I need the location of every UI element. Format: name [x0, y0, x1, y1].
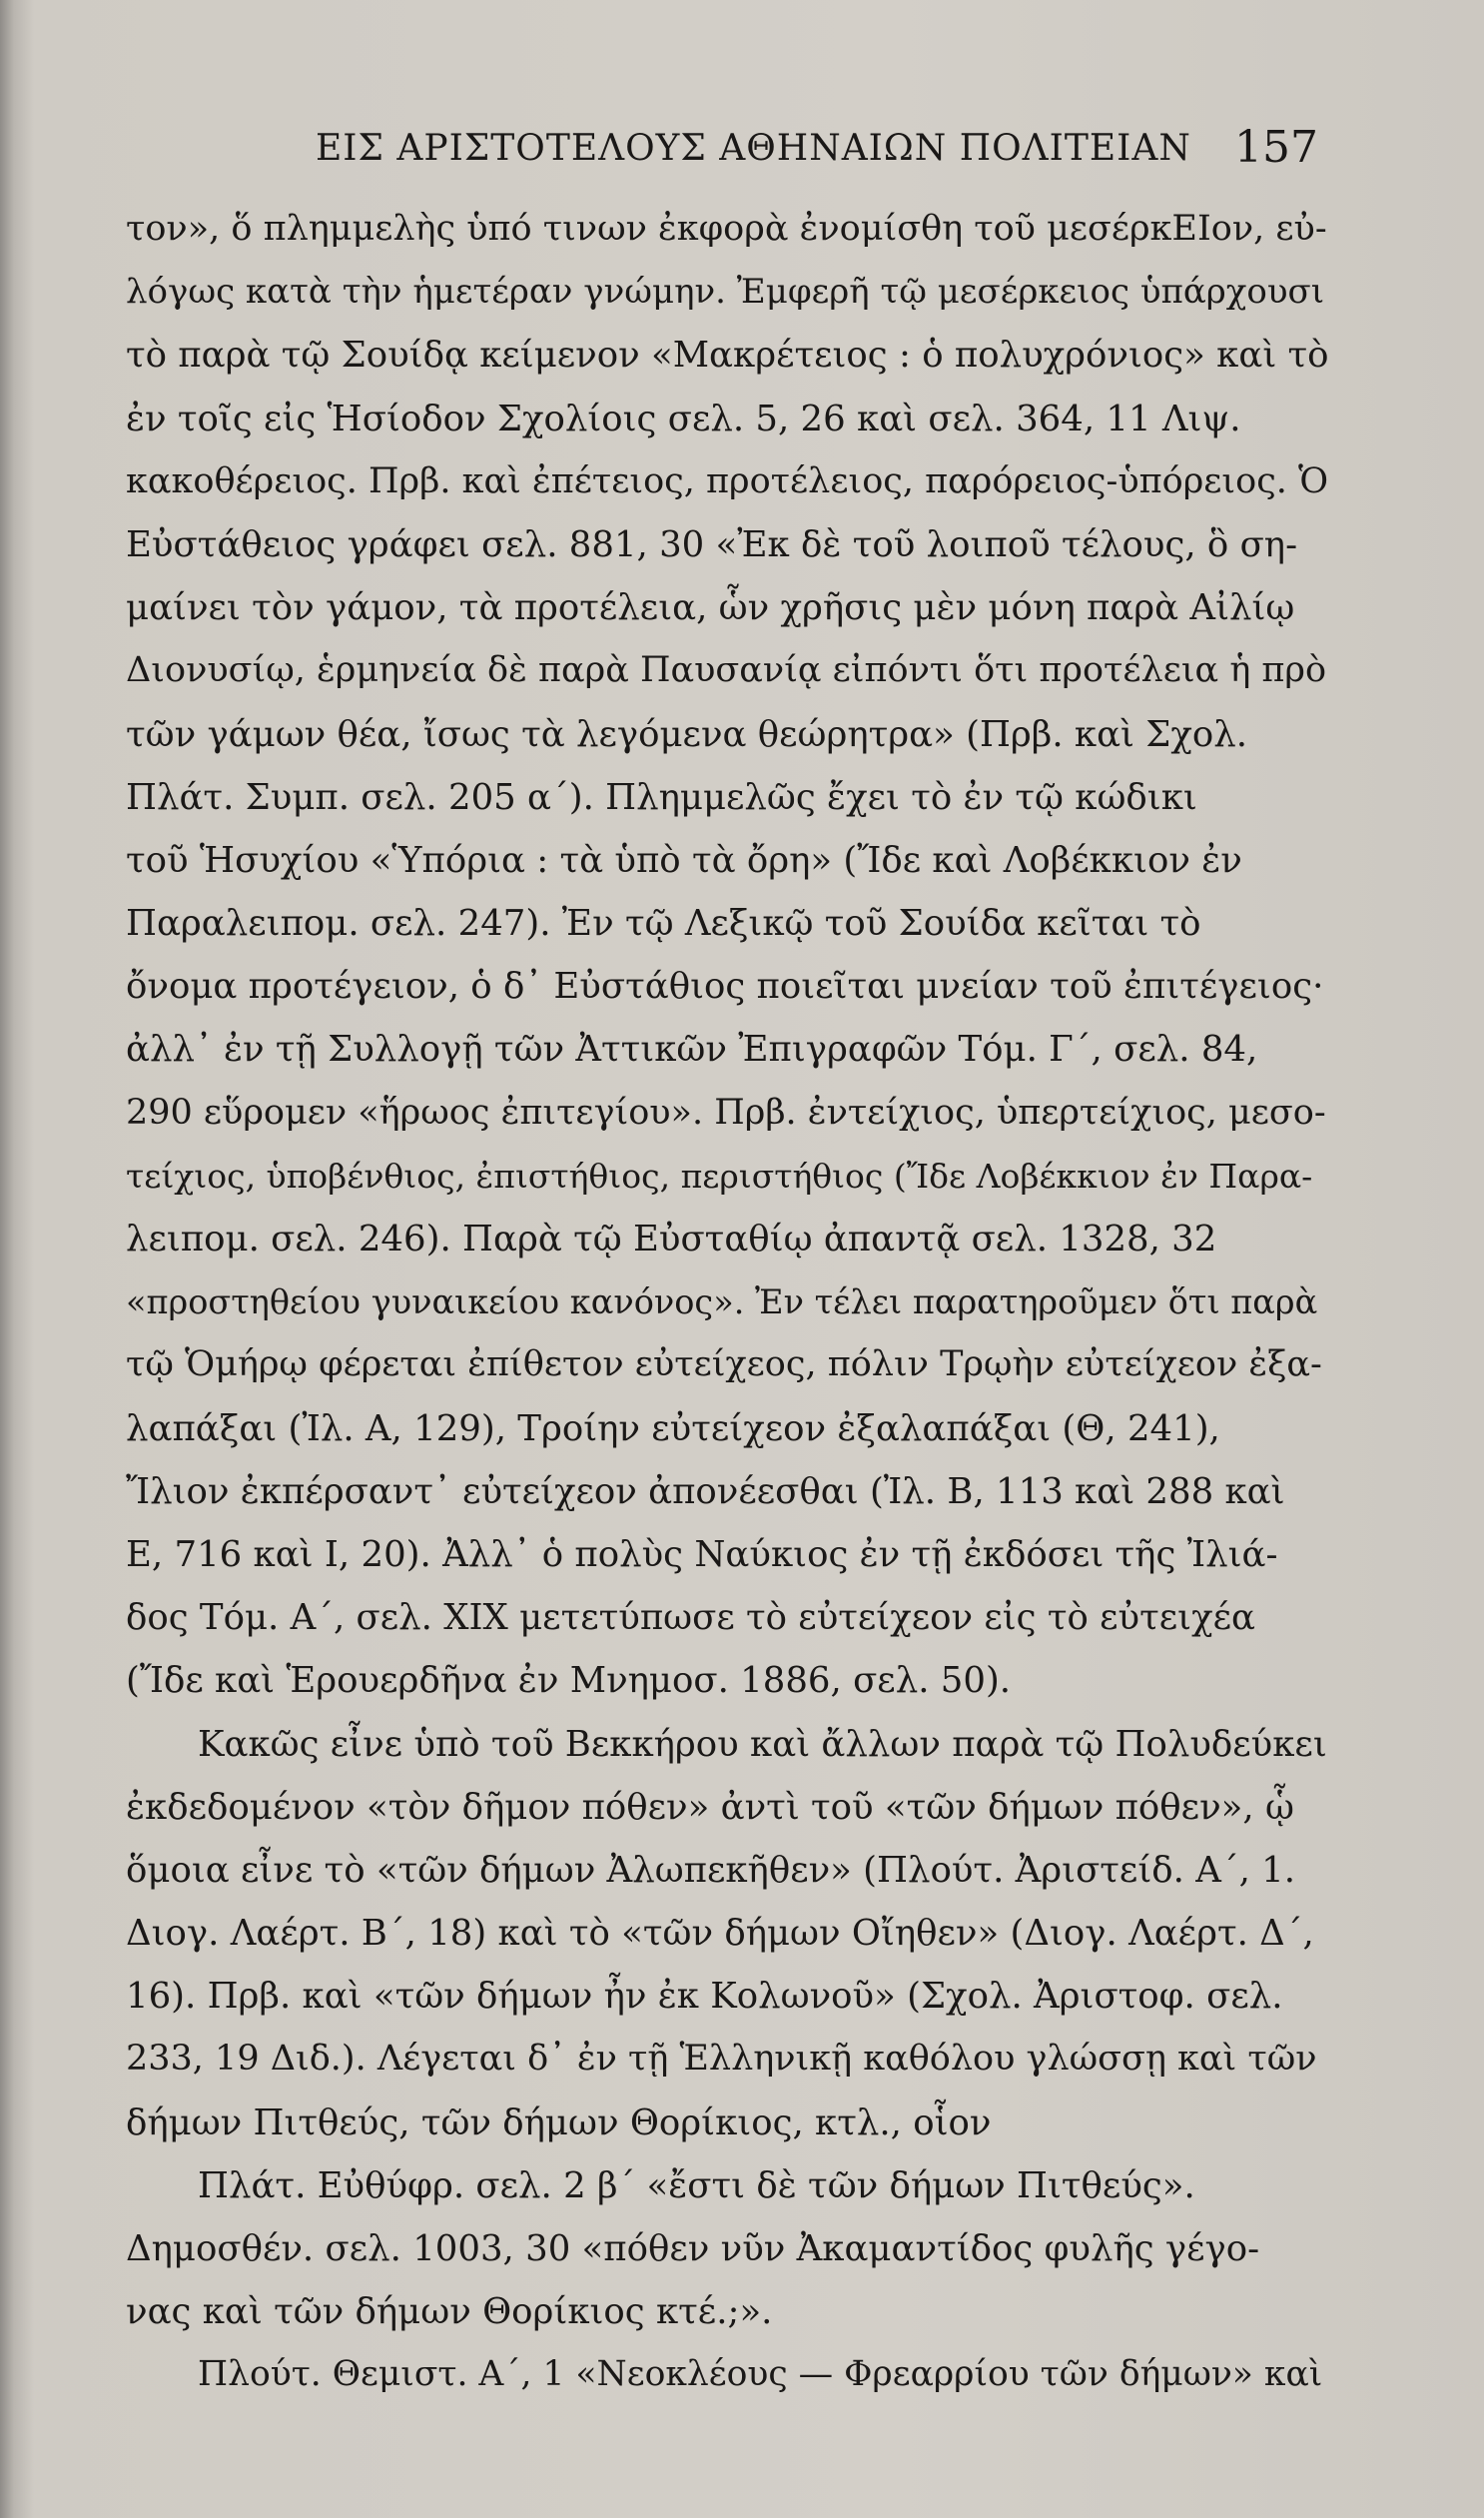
text-line: τῶν γάμων θέα, ἴσως τὰ λεγόμενα θεώρητρα» (Πρβ. καὶ Σχολ. — [126, 713, 1248, 755]
body-text — [126, 198, 1328, 2407]
page-header — [134, 122, 1318, 188]
text-line: τοῦ Ἡσυχίου «Ὑπόρια : τὰ ὑπὸ τὰ ὄρη» (Ἴδε καὶ Λοβέκκιον ἐν — [126, 839, 1242, 881]
page-number: 157 — [1234, 122, 1318, 173]
text-line: μαίνει τὸν γάμον, τὰ προτέλεια, ὧν χρῆσις μὲν μόνη παρὰ Αἰλίῳ — [126, 587, 1295, 629]
text-line: Ἴλιον ἐκπέρσαντ᾽ εὐτείχεον ἀπονέεσθαι (Ἰλ. Β, 113 καὶ 288 καὶ — [126, 1470, 1285, 1512]
running-head: ΕΙΣ ΑΡΙΣΤΟΤΕΛΟΥΣ ΑΘΗΝΑΙΩΝ ΠΟΛΙΤΕΙΑΝ — [316, 128, 1191, 169]
text-line: ἀλλ᾽ ἐν τῇ Συλλογῇ τῶν Ἀττικῶν Ἐπιγραφῶν Τόμ. Γ΄, σελ. 84, — [126, 1029, 1258, 1071]
text-line: λειπομ. σελ. 246). Παρὰ τῷ Εὐσταθίῳ ἀπαντᾷ σελ. 1328, 32 — [126, 1219, 1217, 1259]
text-line: Πλάτ. Εὐθύφρ. σελ. 2 β΄ «ἔστι δὲ τῶν δήμων Πιτθεύς». — [198, 2164, 1195, 2206]
text-line: 16). Πρβ. καὶ «τῶν δήμων ἦν ἐκ Κολωνοῦ» (Σχολ. Ἀριστοφ. σελ. — [126, 1976, 1283, 2018]
text-line: Ε, 716 καὶ Ι, 20). Ἀλλ᾽ ὁ πολὺς Ναύκιος ἐν τῇ ἐκδόσει τῆς Ἰλιά- — [126, 1533, 1278, 1575]
text-line: Πλάτ. Συμπ. σελ. 205 α΄). Πλημμελῶς ἔχει τὸ ἐν τῷ κώδικι — [126, 776, 1197, 818]
text-line: τον», ὅ πλημμελὴς ὑπό τινων ἐκφορὰ ἐνομίσθη τοῦ μεσέρκΕΙον, εὐ- — [126, 209, 1327, 249]
text-line: Πλούτ. Θεμιστ. Α΄, 1 «Νεοκλέους — Φρεαρρίου τῶν δήμων» καὶ — [198, 2354, 1323, 2395]
text-line: τῷ Ὁμήρῳ φέρεται ἐπίθετον εὐτείχεος, πόλιν Τρῳὴν εὐτείχεον ἐξα- — [126, 1344, 1322, 1385]
text-line: κακοθέρειος. Πρβ. καὶ ἐπέτειος, προτέλειος, παρόρειος-ὑπόρειος. Ὁ — [126, 460, 1329, 501]
text-line: ὄνομα προτέγειον, ὁ δ᾽ Εὐστάθιος ποιεῖται μνείαν τοῦ ἐπιτέγειος· — [126, 966, 1324, 1008]
text-line: «προστηθείου γυναικείου κανόνος». Ἐν τέλει παρατηροῦμεν ὅτι παρὰ — [126, 1282, 1318, 1322]
text-line: Εὐστάθειος γράφει σελ. 881, 30 «Ἐκ δὲ τοῦ λοιποῦ τέλους, ὃ ση- — [126, 523, 1298, 565]
text-line: τὸ παρὰ τῷ Σουίδᾳ κείμενον «Μακρέτειος : ὁ πολυχρόνιος» καὶ τὸ — [126, 335, 1329, 377]
text-line: τείχιος, ὑποβένθιος, ἐπιστήθιος, περιστήθιος (Ἴδε Λοβέκκιον ἐν Παρα- — [126, 1156, 1313, 1196]
text-line: λαπάξαι (Ἰλ. Α, 129), Τροίην εὐτείχεον ἐξαλαπάξαι (Θ, 241), — [126, 1407, 1220, 1449]
text-line: Κακῶς εἶνε ὑπὸ τοῦ Βεκκήρου καὶ ἄλλων παρὰ τῷ Πολυδεύκει — [198, 1723, 1327, 1765]
text-line: Διονυσίῳ, ἑρμηνεία δὲ παρὰ Παυσανίᾳ εἰπόντι ὅτι προτέλεια ἡ πρὸ — [126, 650, 1327, 691]
text-line: Διογ. Λαέρτ. Β΄, 18) καὶ τὸ «τῶν δήμων Οἴηθεν» (Διογ. Λαέρτ. Δ΄, — [126, 1913, 1314, 1955]
text-line: δήμων Πιτθεύς, τῶν δήμων Θορίκιος, κτλ., οἷον — [126, 2101, 992, 2143]
text-line: λόγως κατὰ τὴν ἡμετέραν γνώμην. Ἐμφερῆ τῷ μεσέρκειος ὑπάρχουσι — [126, 272, 1325, 313]
text-line: ὅμοια εἶνε τὸ «τῶν δήμων Ἀλωπεκῆθεν» (Πλούτ. Ἀριστείδ. Α΄, 1. — [126, 1849, 1296, 1891]
text-line: ἐν τοῖς εἰς Ἡσίοδον Σχολίοις σελ. 5, 26 καὶ σελ. 364, 11 Λιψ. — [126, 398, 1241, 439]
text-line: ἐκδεδομένον «τὸν δῆμον πόθεν» ἀντὶ τοῦ «τῶν δήμων πόθεν», ᾧ — [126, 1786, 1294, 1828]
text-line: 290 εὕρομεν «ἥρωος ἐπιτεγίου». Πρβ. ἐντείχιος, ὑπερτείχιος, μεσο- — [126, 1092, 1326, 1133]
text-line: 233, 19 Διδ.). Λέγεται δ᾽ ἐν τῇ Ἑλληνικῇ καθόλου γλώσσῃ καὶ τῶν — [126, 2039, 1317, 2080]
text-line: νας καὶ τῶν δήμων Θορίκιος κτέ.;». — [126, 2291, 773, 2333]
text-line: Δημοσθέν. σελ. 1003, 30 «πόθεν νῦν Ἀκαμαντίδος φυλῆς γέγο- — [126, 2228, 1260, 2269]
text-line: Παραλειπομ. σελ. 247). Ἐν τῷ Λεξικῷ τοῦ Σουίδα κεῖται τὸ — [126, 903, 1201, 945]
text-line: δος Τόμ. Α΄, σελ. XIX μετετύπωσε τὸ εὐτείχεον εἰς τὸ εὐτειχέα — [126, 1597, 1255, 1639]
text-line: (Ἴδε καὶ Ἑρουερδῆνα ἐν Μνημοσ. 1886, σελ. 50). — [126, 1660, 1012, 1702]
